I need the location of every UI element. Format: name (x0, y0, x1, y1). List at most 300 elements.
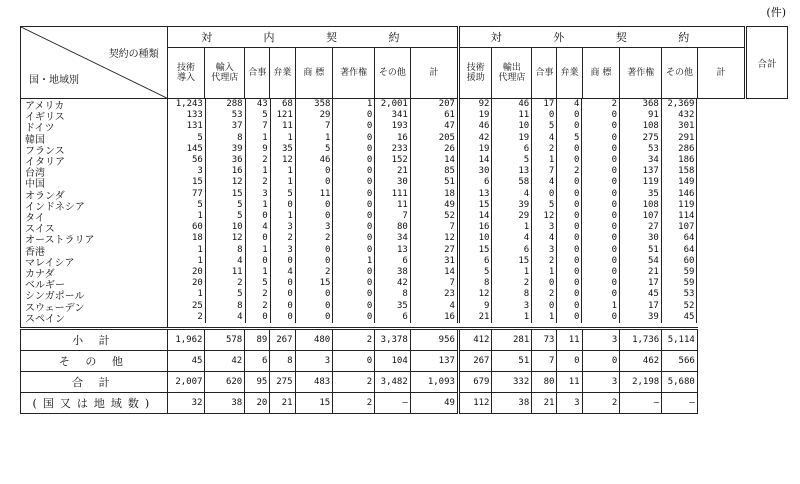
table-cell: 0 (582, 121, 620, 132)
table-cell: 1 (245, 267, 270, 278)
table-cell: 341 (375, 110, 411, 121)
table-cell: 0 (582, 267, 620, 278)
table-cell: 17 (620, 301, 662, 312)
table-row (168, 256, 787, 267)
table-row (168, 245, 787, 256)
table-cell: 2 (295, 233, 333, 244)
table-cell: 1 (245, 245, 270, 256)
country-name-column (21, 99, 168, 329)
total-cell: 38 (205, 393, 245, 414)
table-cell: 3 (270, 222, 295, 233)
column-header: 輸出 代理店 (492, 48, 532, 99)
table-cell: 0 (557, 144, 582, 155)
table-cell: 42 (375, 278, 411, 289)
total-cell: 8 (270, 351, 295, 372)
table-cell: 91 (620, 110, 662, 121)
table-cell: 47 (410, 121, 458, 132)
table-cell: 1 (582, 301, 620, 312)
total-row (21, 393, 788, 414)
table-cell: 0 (295, 312, 333, 323)
table-cell: 0 (582, 177, 620, 188)
table-cell: 114 (661, 211, 697, 222)
region-label: 国・地域別 (29, 75, 79, 86)
total-row (21, 351, 788, 372)
table-cell: 18 (410, 189, 458, 200)
table-cell: 45 (620, 289, 662, 300)
diagonal-line (21, 27, 167, 98)
table-cell: 131 (168, 121, 206, 132)
table-cell: 0 (333, 189, 375, 200)
table-cell: 6 (492, 245, 532, 256)
table-cell: 0 (582, 166, 620, 177)
table-cell: 2 (532, 144, 557, 155)
table-cell: 64 (661, 233, 697, 244)
table-cell: 64 (661, 245, 697, 256)
table-cell: 0 (557, 256, 582, 267)
total-cell: 20 (245, 393, 270, 414)
table-cell: 1,243 (168, 99, 206, 110)
table-cell: 5 (557, 133, 582, 144)
table-cell: 0 (333, 233, 375, 244)
table-cell: 2,369 (661, 99, 697, 110)
table-cell: 68 (270, 99, 295, 110)
table-row (168, 99, 787, 110)
table-cell: 34 (620, 155, 662, 166)
table-cell: 8 (205, 133, 245, 144)
table-cell: 15 (458, 200, 491, 211)
table-cell: 0 (245, 233, 270, 244)
table-row (168, 278, 787, 289)
total-cell: 21 (532, 393, 557, 414)
table-cell: 15 (168, 177, 206, 188)
table-cell: 4 (492, 189, 532, 200)
table-cell: 1 (333, 99, 375, 110)
table-cell: 146 (661, 189, 697, 200)
table-cell: 1 (270, 177, 295, 188)
table-cell: 1 (168, 211, 206, 222)
country-name: ベルギー (25, 280, 65, 292)
total-label: 合 計 (21, 372, 168, 393)
table-cell: 12 (410, 233, 458, 244)
total-cell: 578 (205, 329, 245, 351)
table-cell: 2 (532, 256, 557, 267)
table-cell: 0 (333, 144, 375, 155)
table-cell: 45 (661, 312, 697, 323)
table-cell: 432 (661, 110, 697, 121)
total-cell: 137 (410, 351, 458, 372)
table-cell: 52 (661, 301, 697, 312)
table-cell: 0 (270, 289, 295, 300)
total-cell: 5,114 (662, 329, 698, 351)
table-cell: 27 (620, 222, 662, 233)
table-cell: 1 (245, 200, 270, 211)
table-cell: 0 (333, 267, 375, 278)
table-cell: 2 (492, 278, 532, 289)
table-row (168, 133, 787, 144)
table-cell: 0 (532, 301, 557, 312)
table-cell: 29 (295, 110, 333, 121)
table-cell: 233 (375, 144, 411, 155)
total-cell: 620 (205, 372, 245, 393)
table-cell: 0 (270, 200, 295, 211)
table-cell: 1 (295, 133, 333, 144)
total-cell: 21 (270, 393, 295, 414)
table-cell: 193 (375, 121, 411, 132)
table-cell: 1 (532, 155, 557, 166)
table-cell: 59 (661, 278, 697, 289)
table-cell: 2 (295, 267, 333, 278)
country-name: 台湾 (25, 168, 45, 180)
table-cell: 0 (557, 267, 582, 278)
table-cell: 6 (458, 177, 491, 188)
table-cell: 0 (295, 200, 333, 211)
grand-total-header: 合計 (745, 27, 787, 99)
table-cell: 21 (458, 312, 491, 323)
table-cell: 4 (245, 222, 270, 233)
total-cell: 42 (205, 351, 245, 372)
table-row (168, 121, 787, 132)
total-cell: 49 (410, 393, 458, 414)
table-cell: 8 (492, 289, 532, 300)
table-row (168, 301, 787, 312)
table-cell: 36 (205, 155, 245, 166)
table-cell: 152 (375, 155, 411, 166)
table-cell: 35 (620, 189, 662, 200)
table-cell: 39 (492, 200, 532, 211)
total-row (21, 329, 788, 351)
table-cell: 0 (270, 312, 295, 323)
total-cell: 275 (270, 372, 295, 393)
table-cell: 0 (532, 278, 557, 289)
table-cell: 2 (245, 289, 270, 300)
table-cell: 119 (661, 200, 697, 211)
table-row (168, 189, 787, 200)
table-cell: 0 (557, 278, 582, 289)
table-cell: 0 (557, 155, 582, 166)
table-cell: 8 (458, 278, 491, 289)
table-cell: 1 (532, 312, 557, 323)
table-cell: 133 (168, 110, 206, 121)
total-cell: 7 (532, 351, 557, 372)
table-cell: 0 (295, 245, 333, 256)
country-name: フランス (25, 145, 65, 157)
table-cell: 291 (661, 133, 697, 144)
table-cell: 4 (205, 256, 245, 267)
total-cell: 32 (167, 393, 205, 414)
total-cell: 2,198 (620, 372, 662, 393)
total-cell: 11 (557, 329, 582, 351)
table-cell: 30 (375, 177, 411, 188)
table-cell: 5 (532, 121, 557, 132)
table-cell: 21 (620, 267, 662, 278)
table-cell: 15 (205, 189, 245, 200)
table-cell: 85 (410, 166, 458, 177)
table-cell: 0 (582, 155, 620, 166)
table-cell: 149 (661, 177, 697, 188)
table-cell: 11 (375, 200, 411, 211)
total-cell: 104 (375, 351, 411, 372)
table-cell: 1 (270, 211, 295, 222)
total-label: 小 計 (21, 329, 168, 351)
table-cell: 27 (410, 245, 458, 256)
table-cell: 29 (492, 211, 532, 222)
table-cell: 0 (295, 166, 333, 177)
table-cell: 11 (295, 189, 333, 200)
table-cell: 2 (557, 166, 582, 177)
table-cell: 18 (168, 233, 206, 244)
table-row (168, 267, 787, 278)
total-cell: 679 (458, 372, 492, 393)
total-cell: 2 (333, 393, 375, 414)
table-cell: 0 (333, 155, 375, 166)
contracts-table (20, 26, 788, 414)
table-row (168, 144, 787, 155)
table-cell: 0 (333, 312, 375, 323)
table-cell: 0 (295, 301, 333, 312)
contract-type-label: 契約の種類 (108, 49, 159, 60)
table-cell: 0 (557, 177, 582, 188)
table-cell: 0 (245, 211, 270, 222)
table-cell: 0 (582, 222, 620, 233)
table-cell: 5 (270, 189, 295, 200)
table-cell: 0 (582, 133, 620, 144)
table-cell: 21 (375, 166, 411, 177)
total-cell: 15 (295, 393, 333, 414)
table-cell: 1 (492, 222, 532, 233)
table-cell: 46 (492, 99, 532, 110)
total-cell: 480 (295, 329, 333, 351)
table-cell: 34 (375, 233, 411, 244)
table-cell: 30 (458, 166, 491, 177)
table-cell: 77 (168, 189, 206, 200)
table-cell: 6 (375, 312, 411, 323)
table-cell: 0 (557, 233, 582, 244)
table-cell: 38 (375, 267, 411, 278)
total-row (21, 372, 788, 393)
table-cell: 46 (458, 121, 491, 132)
table-cell: 1 (168, 245, 206, 256)
table-cell: 7 (295, 121, 333, 132)
country-name: マレイシア (25, 257, 75, 269)
total-cell: 2 (333, 372, 375, 393)
table-cell: 59 (661, 267, 697, 278)
country-name: イタリア (25, 157, 65, 169)
table-cell: 0 (333, 177, 375, 188)
column-header: 計 (410, 48, 458, 99)
total-cell: 267 (458, 351, 492, 372)
table-cell: 13 (492, 166, 532, 177)
table-cell: 0 (270, 278, 295, 289)
table-cell: 26 (410, 144, 458, 155)
table-cell: 9 (245, 144, 270, 155)
table-cell: 53 (661, 289, 697, 300)
table-cell: 1 (532, 267, 557, 278)
table-cell: 0 (582, 278, 620, 289)
table-cell: 1 (245, 166, 270, 177)
table-cell: 53 (620, 144, 662, 155)
table-cell: 1 (492, 312, 532, 323)
table-cell: 0 (557, 245, 582, 256)
country-name: オランダ (25, 190, 65, 202)
table-cell: 7 (410, 222, 458, 233)
table-cell: 0 (557, 121, 582, 132)
table-cell: 8 (205, 301, 245, 312)
table-cell: 0 (582, 256, 620, 267)
table-cell: 0 (333, 166, 375, 177)
total-cell: 112 (458, 393, 492, 414)
foreign-group-header: 対 外 契 約 (458, 27, 745, 48)
total-cell: 0 (557, 351, 582, 372)
table-cell: 5 (205, 200, 245, 211)
table-cell: 39 (620, 312, 662, 323)
table-cell: 31 (410, 256, 458, 267)
total-cell: 3 (295, 351, 333, 372)
table-cell: 0 (333, 245, 375, 256)
table-cell: 7 (532, 166, 557, 177)
table-cell: 2 (532, 289, 557, 300)
table-cell: 35 (375, 301, 411, 312)
table-cell: 6 (375, 256, 411, 267)
total-cell: 3 (582, 329, 620, 351)
table-cell: 0 (295, 289, 333, 300)
total-cell: 3,482 (375, 372, 411, 393)
total-cell: 3 (557, 393, 582, 414)
country-block (21, 99, 788, 329)
table-cell: 17 (532, 99, 557, 110)
table-row (168, 312, 787, 323)
table-cell: 207 (410, 99, 458, 110)
total-cell: 38 (492, 393, 532, 414)
table-cell: 6 (492, 144, 532, 155)
table-row (168, 155, 787, 166)
total-cell: 73 (532, 329, 557, 351)
table-cell: 0 (333, 121, 375, 132)
table-cell: 0 (333, 211, 375, 222)
table-cell: 0 (557, 289, 582, 300)
table-cell: 8 (375, 289, 411, 300)
table-cell: 5 (295, 144, 333, 155)
column-header: 弁業 (557, 48, 582, 99)
table-cell: 15 (492, 256, 532, 267)
table-cell: 2 (270, 233, 295, 244)
table-cell: 2,001 (375, 99, 411, 110)
country-name: イギリス (25, 112, 65, 124)
total-cell: 1,736 (620, 329, 662, 351)
table-cell: 14 (410, 267, 458, 278)
table-row (168, 233, 787, 244)
table-cell: 20 (168, 278, 206, 289)
table-cell: 16 (410, 312, 458, 323)
table-cell: 35 (270, 144, 295, 155)
table-cell: 3 (532, 222, 557, 233)
table-cell: 3 (295, 222, 333, 233)
table-cell: 0 (582, 233, 620, 244)
country-name: 韓国 (25, 134, 45, 146)
table-cell: 0 (333, 222, 375, 233)
unit-label: (件) (766, 6, 786, 19)
table-cell: 11 (492, 110, 532, 121)
table-cell: 15 (295, 278, 333, 289)
table-cell: 0 (582, 211, 620, 222)
table-cell: 0 (295, 177, 333, 188)
table-cell: 17 (620, 278, 662, 289)
column-header: 計 (697, 48, 745, 99)
table-cell: 12 (532, 211, 557, 222)
table-cell: 0 (532, 110, 557, 121)
table-cell: 49 (410, 200, 458, 211)
table-cell: 1 (333, 256, 375, 267)
table-cell: 3 (492, 301, 532, 312)
table-cell: 0 (333, 110, 375, 121)
table-cell: 0 (245, 312, 270, 323)
table-cell: 0 (557, 211, 582, 222)
table-cell: 5 (205, 211, 245, 222)
table-cell: 5 (168, 200, 206, 211)
table-cell: 286 (661, 144, 697, 155)
table-cell: 0 (582, 289, 620, 300)
table-cell: 7 (410, 278, 458, 289)
total-cell: 3,378 (375, 329, 411, 351)
table-cell: 14 (458, 155, 491, 166)
total-cell: 45 (167, 351, 205, 372)
table-row (168, 222, 787, 233)
total-cell: 2,007 (167, 372, 205, 393)
table-row (168, 200, 787, 211)
total-cell: 267 (270, 329, 295, 351)
table-cell: 6 (458, 256, 491, 267)
total-cell: 0 (582, 351, 620, 372)
corner-header (21, 27, 168, 99)
country-name: スウェーデン (25, 302, 85, 314)
table-cell: 2 (245, 177, 270, 188)
table-cell: 52 (410, 211, 458, 222)
table-cell: 1 (245, 133, 270, 144)
table-cell: 16 (205, 166, 245, 177)
table-cell: 53 (205, 110, 245, 121)
table-cell: 10 (205, 222, 245, 233)
table-cell: 19 (458, 144, 491, 155)
table-cell: 19 (492, 133, 532, 144)
table-cell: 20 (168, 267, 206, 278)
table-cell: 0 (295, 211, 333, 222)
table-cell: 108 (620, 121, 662, 132)
table-cell: 16 (375, 133, 411, 144)
table-cell: 12 (205, 177, 245, 188)
table-cell: 58 (492, 177, 532, 188)
column-header: 技術 援助 (458, 48, 492, 99)
total-cell: 80 (532, 372, 557, 393)
table-cell: 4 (410, 301, 458, 312)
total-cell: — (375, 393, 411, 414)
total-cell: 11 (557, 372, 582, 393)
table-cell: 137 (620, 166, 662, 177)
total-cell: 566 (662, 351, 698, 372)
table-cell: 107 (620, 211, 662, 222)
country-name: ドイツ (25, 123, 55, 135)
table-cell: 2 (168, 312, 206, 323)
table-cell: 288 (205, 99, 245, 110)
total-label: そ の 他 (21, 351, 168, 372)
table-cell: 4 (532, 133, 557, 144)
table-cell: 37 (205, 121, 245, 132)
table-cell: 0 (333, 301, 375, 312)
table-cell: 3 (270, 245, 295, 256)
table-cell: 1 (168, 256, 206, 267)
table-cell: 5 (205, 289, 245, 300)
table-cell: 186 (661, 155, 697, 166)
total-cell: 3 (582, 372, 620, 393)
table-cell: 1 (270, 133, 295, 144)
